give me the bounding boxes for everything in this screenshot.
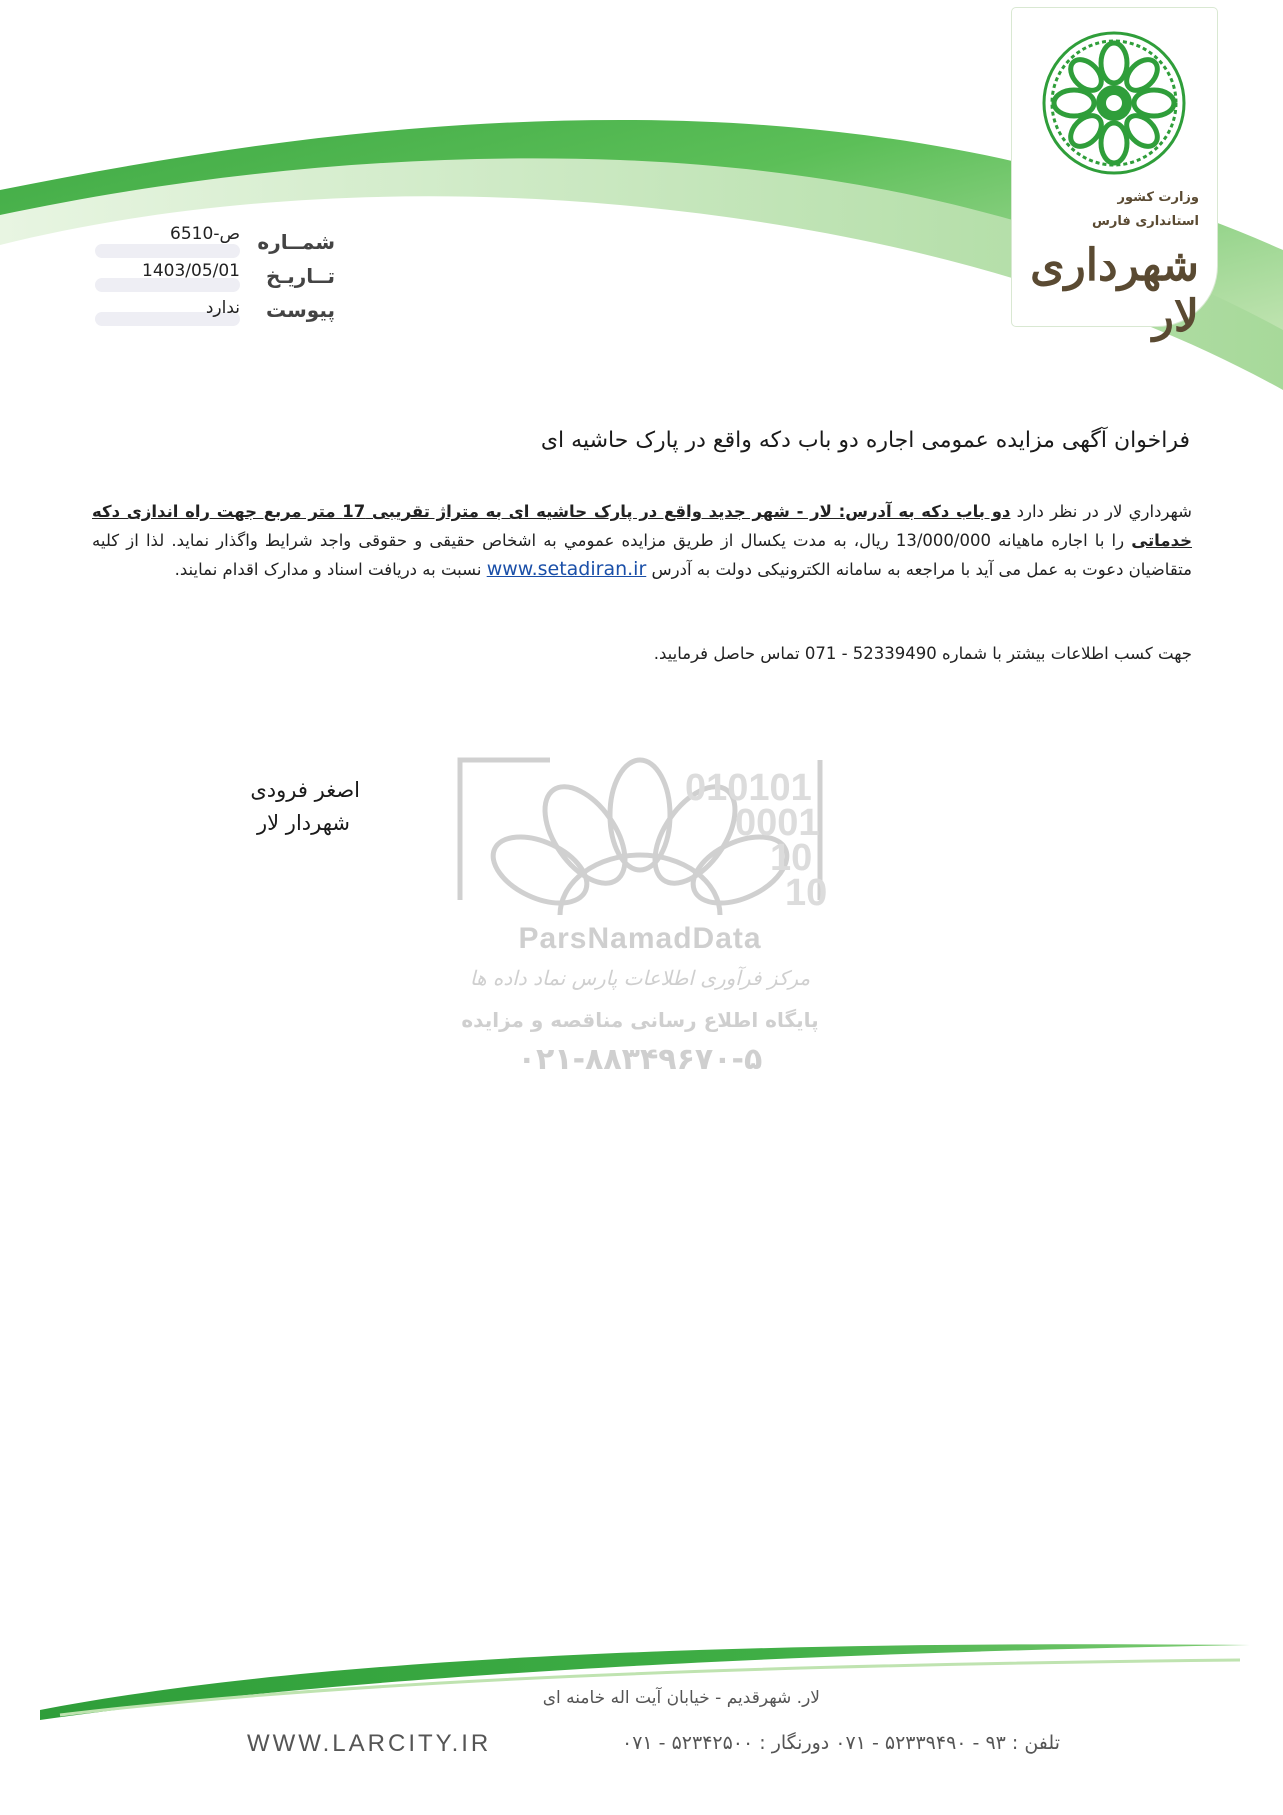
footer-address: لار. شهرقدیم - خیابان آیت اله خامنه ای — [542, 1688, 820, 1708]
signer-title: شهردار لار — [257, 811, 350, 835]
parsnamad-flower-watermark-icon — [440, 740, 840, 920]
logo-province-text: استانداری فارس — [1091, 214, 1199, 229]
attachment-value: ندارد — [205, 298, 240, 318]
footer-phones: تلفن : ۹۳ - ۵۲۳۳۹۴۹۰ - ۰۷۱ دورنگار : ۵۲۳۴۲۵۰۰ - ۰۷۱ — [622, 1732, 1060, 1754]
logo-municipality-text: شهرداری لار — [1030, 240, 1199, 342]
flower-emblem-icon — [1034, 18, 1194, 188]
date-label: تــاریـخ — [266, 264, 335, 288]
contact-line: جهت کسب اطلاعات بیشتر با شماره 52339490 - 071 تماس حاصل فرمایید. — [653, 644, 1192, 663]
footer-website[interactable]: WWW.LARCITY.IR — [247, 1730, 492, 1757]
watermark-brand: ParsNamadData — [518, 922, 762, 955]
notice-title: فراخوان آگهی مزایده عمومی اجاره دو باب دکه واقع در پارک حاشیه ای — [540, 428, 1190, 453]
date-value: 1403/05/01 — [142, 261, 240, 281]
number-value: ص-6510 — [170, 224, 240, 244]
attachment-label: پیوست — [265, 298, 335, 322]
watermark — [440, 740, 840, 1080]
meta-underline — [95, 244, 240, 258]
svg-text:10: 10 — [770, 837, 813, 879]
number-label: شمــاره — [257, 230, 335, 254]
notice-body — [92, 498, 1192, 585]
municipality-logo — [1012, 8, 1217, 342]
watermark-phone: ۰۲۱-۸۸۳۴۹۶۷۰-۵ — [517, 1042, 763, 1077]
svg-text:0001: 0001 — [735, 802, 820, 844]
body-text: را با اجاره ماهیانه 13/000/000 ریال، به مدت یکسال از طريق مزايده عمومي به اشخاص حقيقی و حقوقی واجد شرايط واگذار نمايد. لذا از کلیه متقاضیان دعوت به عمل می آید با مراجعه به سامانه الکترونیکی دولت به آدرس — [92, 530, 1192, 579]
svg-text:10: 10 — [785, 872, 828, 914]
footer-swoosh — [0, 1620, 1283, 1730]
watermark-tagline: مرکز فرآوری اطلاعات پارس نماد داده ها — [469, 966, 811, 990]
body-end: نسبت به دريافت اسناد و مدارک اقدام نمایند. — [174, 560, 487, 579]
body-highlight: دو باب دکه به آدرس: لار - شهر جديد واقع در پارک حاشيه ای به متراژ تقريبی 17 متر مربع جهت راه اندازی دكه خدماتی — [92, 502, 1192, 550]
watermark-subtitle: پایگاه اطلاع رسانی مناقصه و مزایده — [461, 1008, 819, 1032]
logo-ministry-text: وزارت کشور — [1117, 190, 1199, 205]
svg-text:010101: 010101 — [685, 767, 812, 809]
signer-name: اصغر فرودی — [250, 778, 360, 802]
setadiran-link[interactable]: www.setadiran.ir — [486, 558, 647, 580]
body-intro: شهرداري لار در نظر دارد — [1010, 502, 1192, 521]
